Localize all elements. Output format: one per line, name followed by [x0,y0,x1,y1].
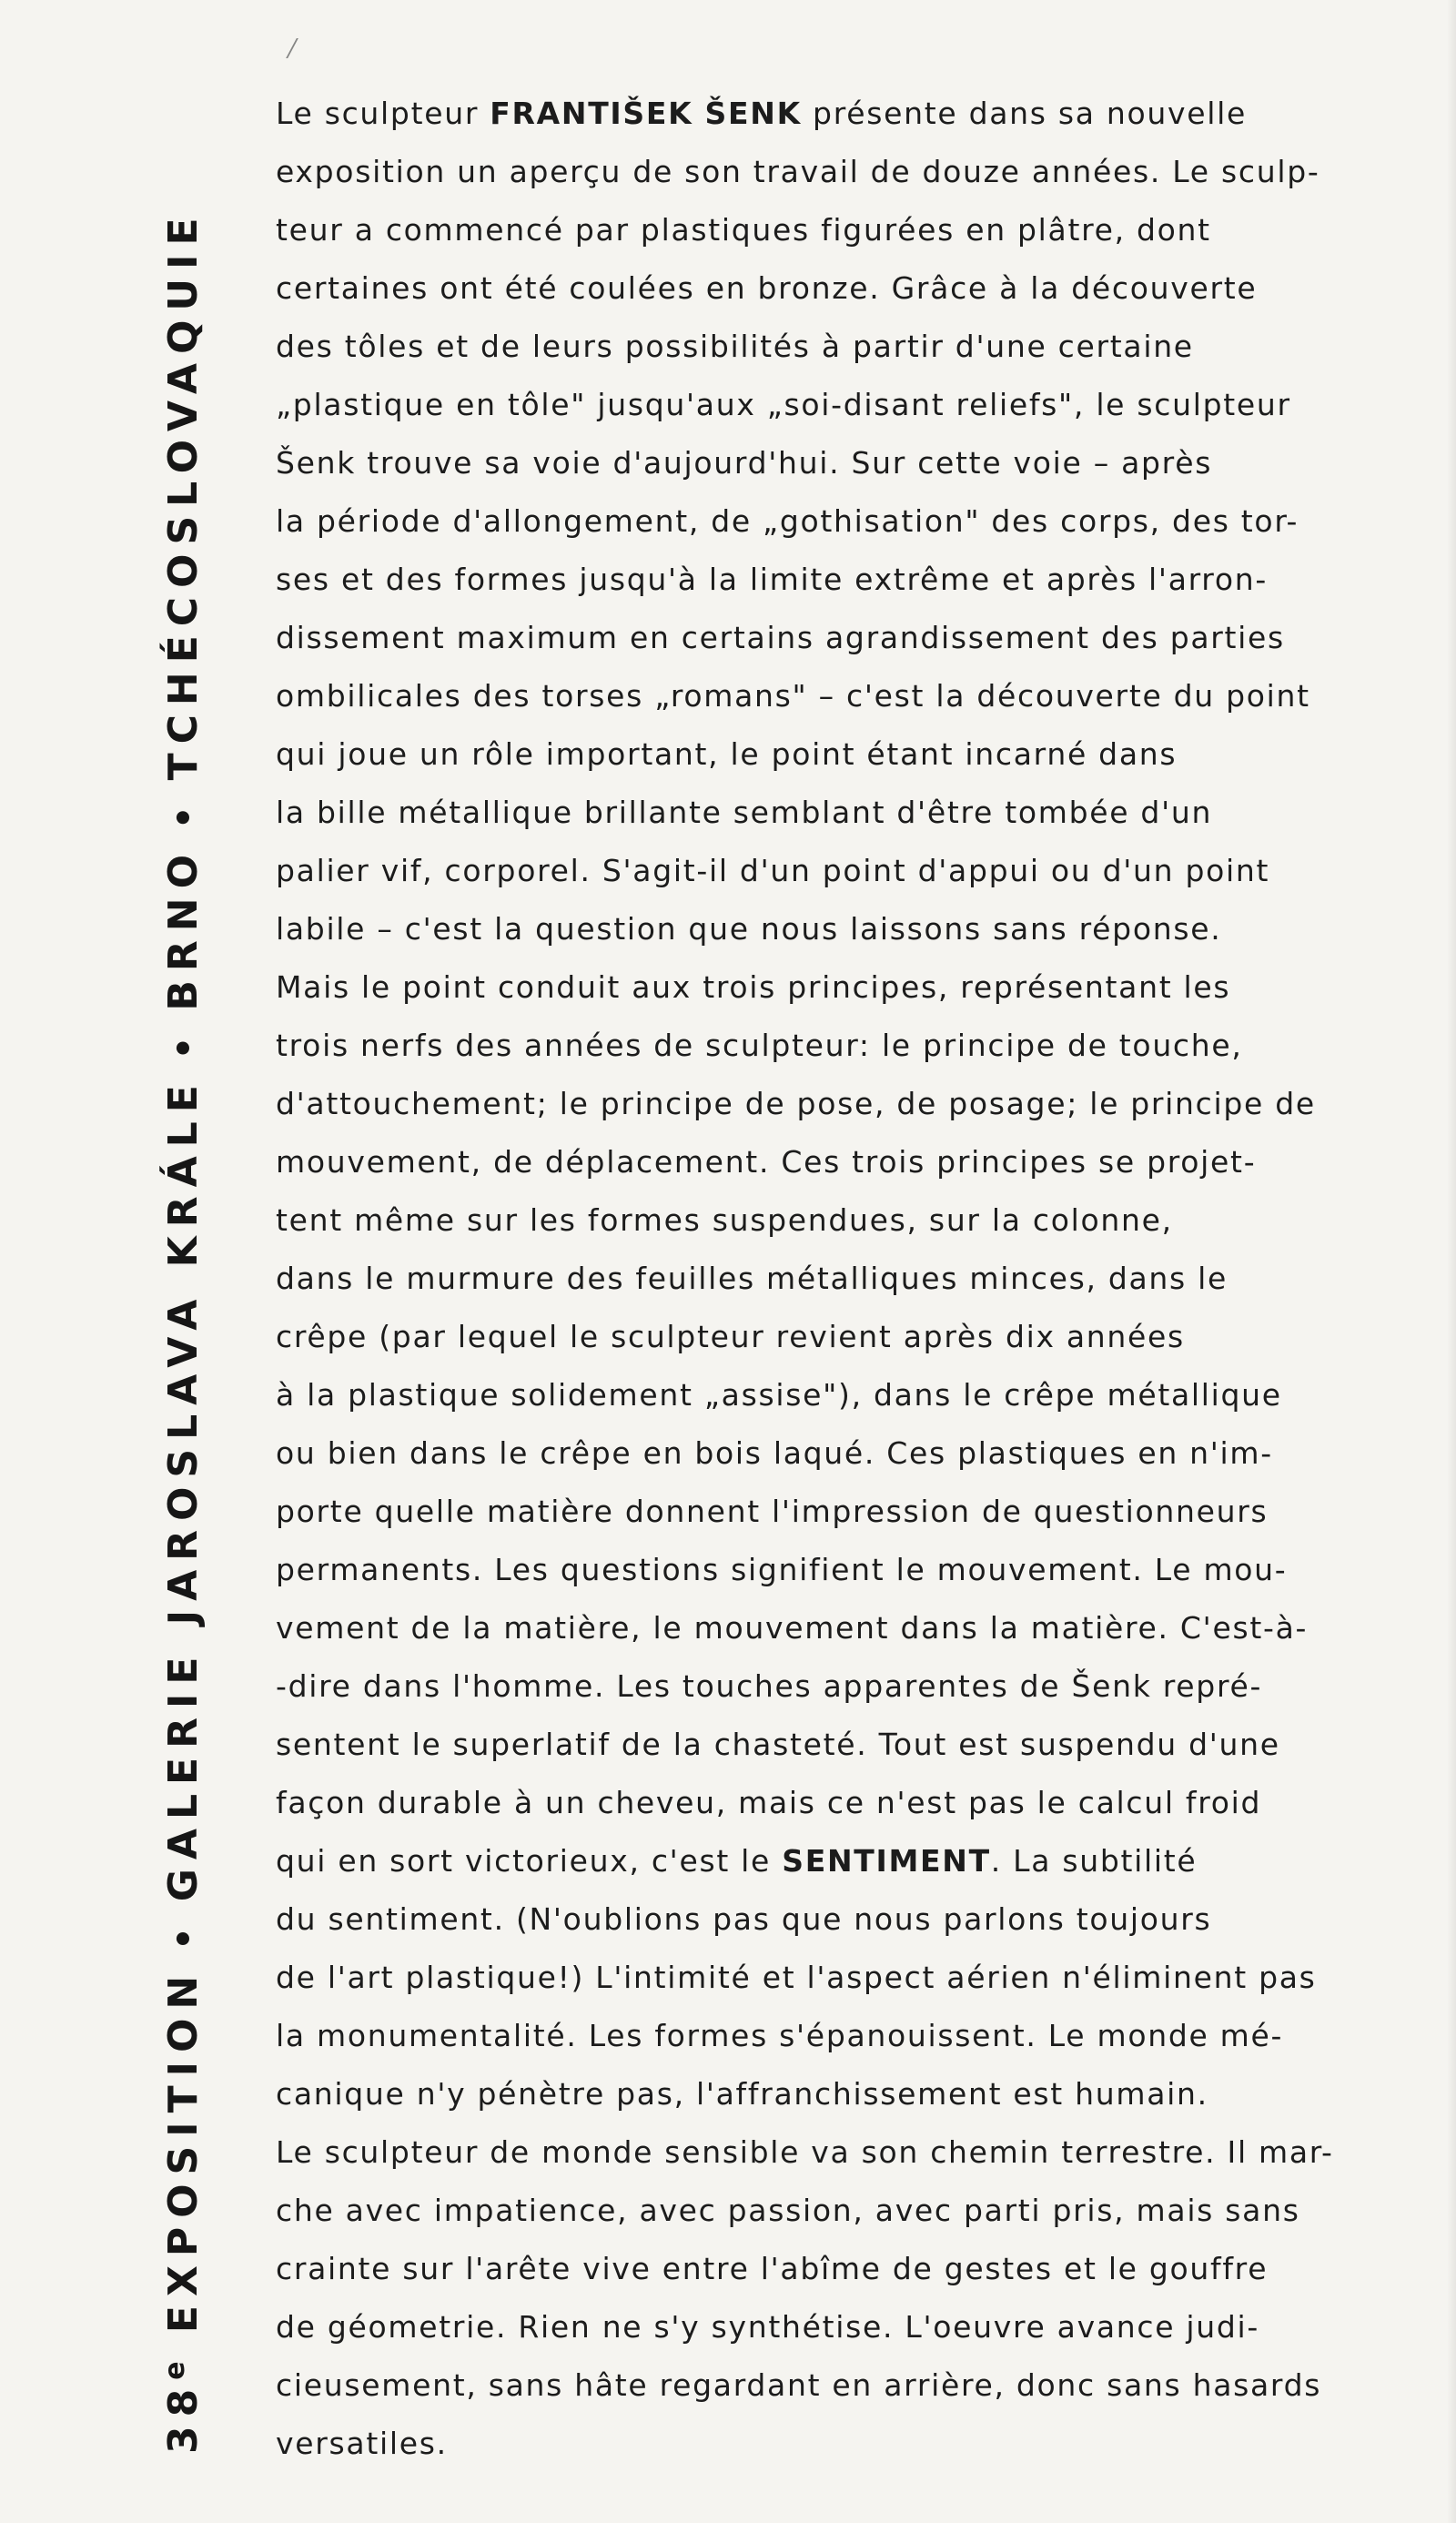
text-line: versatiles. [276,2426,448,2461]
text-line: exposition un aperçu de son travail de douze années. Le sculp- [276,154,1320,189]
text-line: du sentiment. (N'oublions pas que nous parlons toujours [276,1901,1212,1937]
text-line: porte quelle matière donnent l'impression de questionneurs [276,1494,1269,1529]
text-line: qui joue un rôle important, le point étant incarné dans [276,736,1178,772]
artist-name: FRANTIŠEK ŠENK [490,96,802,131]
text-line: la monumentalité. Les formes s'épanouissent. Le monde mé- [276,2018,1284,2053]
page-edge-shadow [1447,0,1456,2523]
text-line: façon durable à un cheveu, mais ce n'est pas le calcul froid [276,1785,1262,1820]
text-line: crêpe (par lequel le sculpteur revient après dix années [276,1319,1185,1354]
text-line: che avec impatience, avec passion, avec parti pris, mais sans [276,2193,1300,2228]
title-word-exposition: EXPOSITION [160,1966,207,2334]
text-line: tent même sur les formes suspendues, sur la colonne, [276,1202,1173,1238]
text-line: de l'art plastique!) L'intimité et l'aspect aérien n'éliminent pas [276,1960,1317,1995]
text-line: Le sculpteur de monde sensible va son chemin terrestre. Il mar- [276,2134,1334,2170]
text-line: la bille métallique brillante semblant d'être tombée d'un [276,795,1213,830]
pencil-mark [286,38,311,58]
text-line: canique n'y pénètre pas, l'affranchissement est humain. [276,2076,1208,2112]
title-word-gallery: GALERIE JAROSLAVA KRÁLE [160,1076,207,1902]
text-line: ses et des formes jusqu'à la limite extrême et après l'arron- [276,562,1268,597]
text-line: mouvement, de déplacement. Ces trois principes se projet- [276,1144,1257,1180]
text-line: cieusement, sans hâte regardant en arrière, donc sans hasards [276,2367,1322,2403]
text-segment: qui en sort victorieux, c'est le [276,1843,783,1879]
vertical-side-title [159,208,207,2454]
text-line: crainte sur l'arête vive entre l'abîme de gestes et le gouffre [276,2251,1269,2286]
exhibition-number: 38 [160,2379,207,2454]
separator-bullet: • [164,796,206,829]
text-segment: Le sculpteur [276,96,490,131]
text-line: -dire dans l'homme. Les touches apparentes de Šenk repré- [276,1668,1263,1704]
text-line: labile – c'est la question que nous laissons sans réponse. [276,911,1222,947]
text-line: teur a commencé par plastiques figurées en plâtre, dont [276,212,1211,248]
text-line: à la plastique solidement „assise"), dans le crêpe métallique [276,1377,1282,1413]
text-line [276,1832,1340,1890]
separator-bullet: • [164,1918,206,1951]
text-line: ou bien dans le crêpe en bois laqué. Ces plastiques en n'im- [276,1435,1273,1471]
text-line: permanents. Les questions signifient le mouvement. Le mou- [276,1552,1288,1587]
text-line: dans le murmure des feuilles métalliques minces, dans le [276,1261,1228,1296]
text-line: vement de la matière, le mouvement dans la matière. C'est-à- [276,1610,1309,1646]
text-line: Šenk trouve sa voie d'aujourd'hui. Sur cette voie – après [276,445,1213,481]
title-word-country: TCHÉCOSLOVAQUIE [160,208,207,781]
text-line: de géometrie. Rien ne s'y synthétise. L'oeuvre avance judi- [276,2309,1260,2345]
title-word-city: BRNO [160,846,207,1011]
separator-bullet: • [164,1027,206,1060]
text-line: sentent le superlatif de la chasteté. Tout est suspendu d'une [276,1727,1280,1762]
text-line: trois nerfs des années de sculpteur: le principe de touche, [276,1028,1243,1063]
text-line: dissement maximum en certains agrandissement des parties [276,620,1285,655]
text-line: la période d'allongement, de „gothisation" des corps, des tor- [276,503,1299,539]
text-segment: présente dans sa nouvelle [801,96,1247,131]
text-segment: . La subtilité [990,1843,1198,1879]
text-line: ombilicales des torses „romans" – c'est la découverte du point [276,678,1310,714]
text-line: palier vif, corporel. S'agit-il d'un point d'appui ou d'un point [276,853,1270,888]
text-line: certaines ont été coulées en bronze. Grâce à la découverte [276,270,1258,306]
exhibition-number-suffix: e [159,2356,191,2380]
text-line: d'attouchement; le principe de pose, de posage; le principe de [276,1086,1316,1121]
body-text [276,85,1340,2473]
text-line: des tôles et de leurs possibilités à partir d'une certaine [276,329,1194,364]
emphasis-sentiment: SENTIMENT [782,1843,991,1879]
text-line [276,85,1340,143]
text-line: „plastique en tôle" jusqu'aux „soi-disant reliefs", le sculpteur [276,387,1291,422]
text-line: Mais le point conduit aux trois principes, représentant les [276,969,1231,1005]
